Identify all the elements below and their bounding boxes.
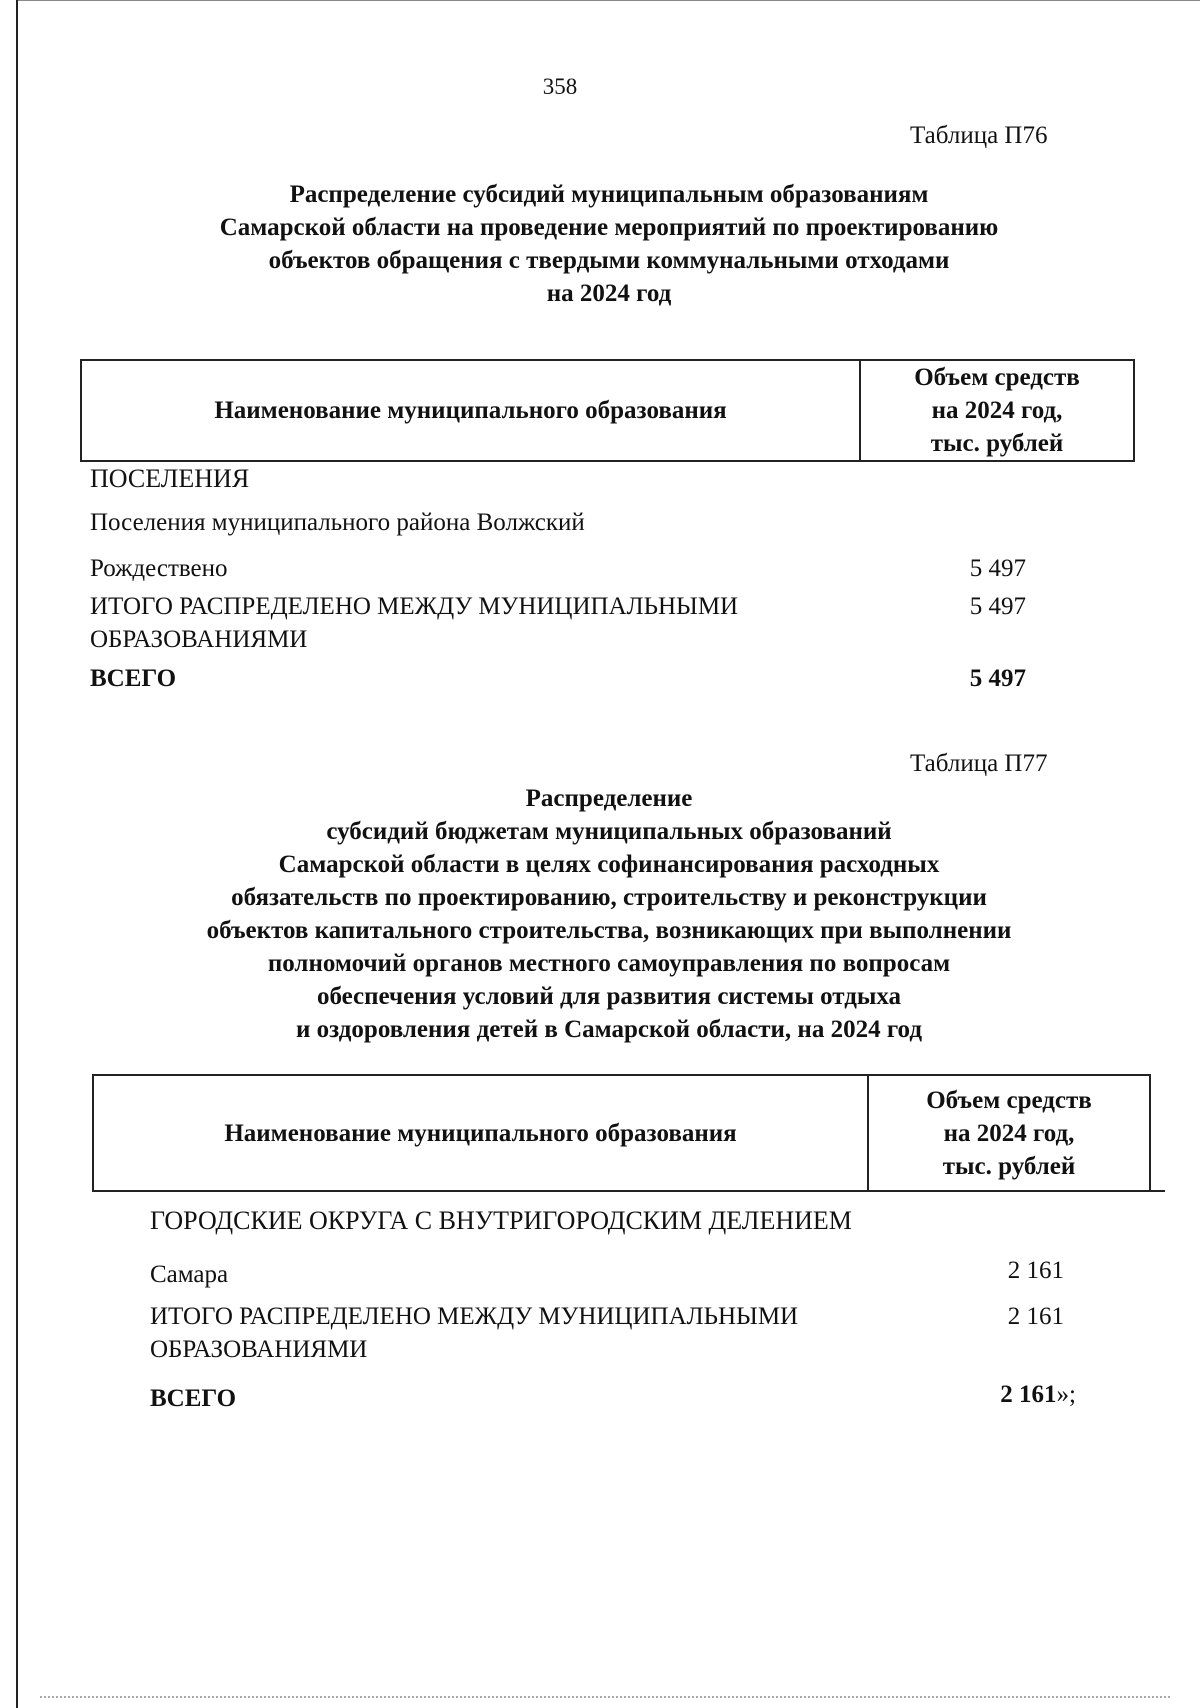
- section-label: ПОСЕЛЕНИЯ: [90, 464, 250, 493]
- row-label: ИТОГО РАСПРЕДЕЛЕНО МЕЖДУ МУНИЦИПАЛЬНЫМИ: [150, 1303, 799, 1330]
- scan-noise: [40, 1696, 1170, 1698]
- page-top-line: [18, 0, 1200, 1]
- row-value: 5 497: [969, 593, 1026, 620]
- page-number: 358: [542, 74, 578, 99]
- row-value: 2 161: [1007, 1303, 1064, 1330]
- column-header-amount: [860, 360, 1134, 461]
- table-label-p77: Таблица П77: [910, 750, 1048, 777]
- column-header-amount: [868, 1075, 1150, 1191]
- row-label: ОБРАЗОВАНИЯМИ: [150, 1336, 368, 1363]
- total-value: [1000, 1378, 1076, 1411]
- column-header-name: Наименование муниципального образования: [93, 1075, 868, 1191]
- total-value: 5 497: [969, 665, 1026, 692]
- total-label: ВСЕГО: [90, 665, 177, 692]
- title-line: Самарской области в целях софинансирования расходных: [278, 851, 940, 878]
- title-line: обеспечения условий для развития системы отдыха: [316, 983, 902, 1010]
- table-header-p77: [92, 1074, 1151, 1192]
- title-line: Распределение субсидий муниципальным образованиям: [289, 181, 929, 208]
- section-label: ГОРОДСКИЕ ОКРУГА С ВНУТРИГОРОДСКИМ ДЕЛЕНИЕМ: [150, 1206, 852, 1235]
- table-header-p76: [80, 359, 1135, 462]
- row-value: 5 497: [969, 555, 1026, 582]
- header-line: тыс. рублей: [942, 1152, 1076, 1180]
- header-line: на 2024 год,: [943, 1119, 1075, 1147]
- title-line: субсидий бюджетам муниципальных образований: [326, 818, 892, 845]
- row-value: 2 161: [1007, 1257, 1064, 1284]
- group-label: Поселения муниципального района Волжский: [90, 509, 585, 536]
- header-line: на 2024 год,: [931, 397, 1063, 424]
- title-line: Самарской области на проведение мероприятий по проектированию: [219, 214, 999, 241]
- title-line: и оздоровления детей в Самарской области, на 2024 год: [296, 1016, 922, 1043]
- header-rule-tail: [1151, 1190, 1165, 1192]
- title-line: на 2024 год: [546, 280, 672, 307]
- title-line: объектов обращения с твердыми коммунальными отходами: [268, 247, 950, 274]
- row-label: Самара: [150, 1261, 229, 1288]
- row-label: ИТОГО РАСПРЕДЕЛЕНО МЕЖДУ МУНИЦИПАЛЬНЫМИ: [90, 593, 739, 620]
- title-line: обязательств по проектированию, строительству и реконструкции: [231, 884, 987, 911]
- total-label: ВСЕГО: [150, 1385, 237, 1412]
- table-label-p76: Таблица П76: [910, 122, 1048, 149]
- title-line: полномочий органов местного самоуправления по вопросам: [267, 950, 951, 977]
- total-amount: 2 161: [1000, 1381, 1057, 1408]
- header-line: Объем средств: [914, 364, 1080, 391]
- header-line: тыс. рублей: [930, 430, 1064, 457]
- closing-quote: »;: [1056, 1381, 1076, 1408]
- title-line: объектов капитального строительства, возникающих при выполнении: [206, 917, 1012, 944]
- column-header-name: Наименование муниципального образования: [81, 360, 860, 461]
- title-line: Распределение: [525, 785, 693, 812]
- header-line: Объем средств: [926, 1086, 1092, 1114]
- row-label: Рождествено: [90, 555, 228, 582]
- row-label: ОБРАЗОВАНИЯМИ: [90, 626, 308, 653]
- table-title-p76: [0, 178, 1200, 310]
- table-title-p77: [0, 782, 1200, 1046]
